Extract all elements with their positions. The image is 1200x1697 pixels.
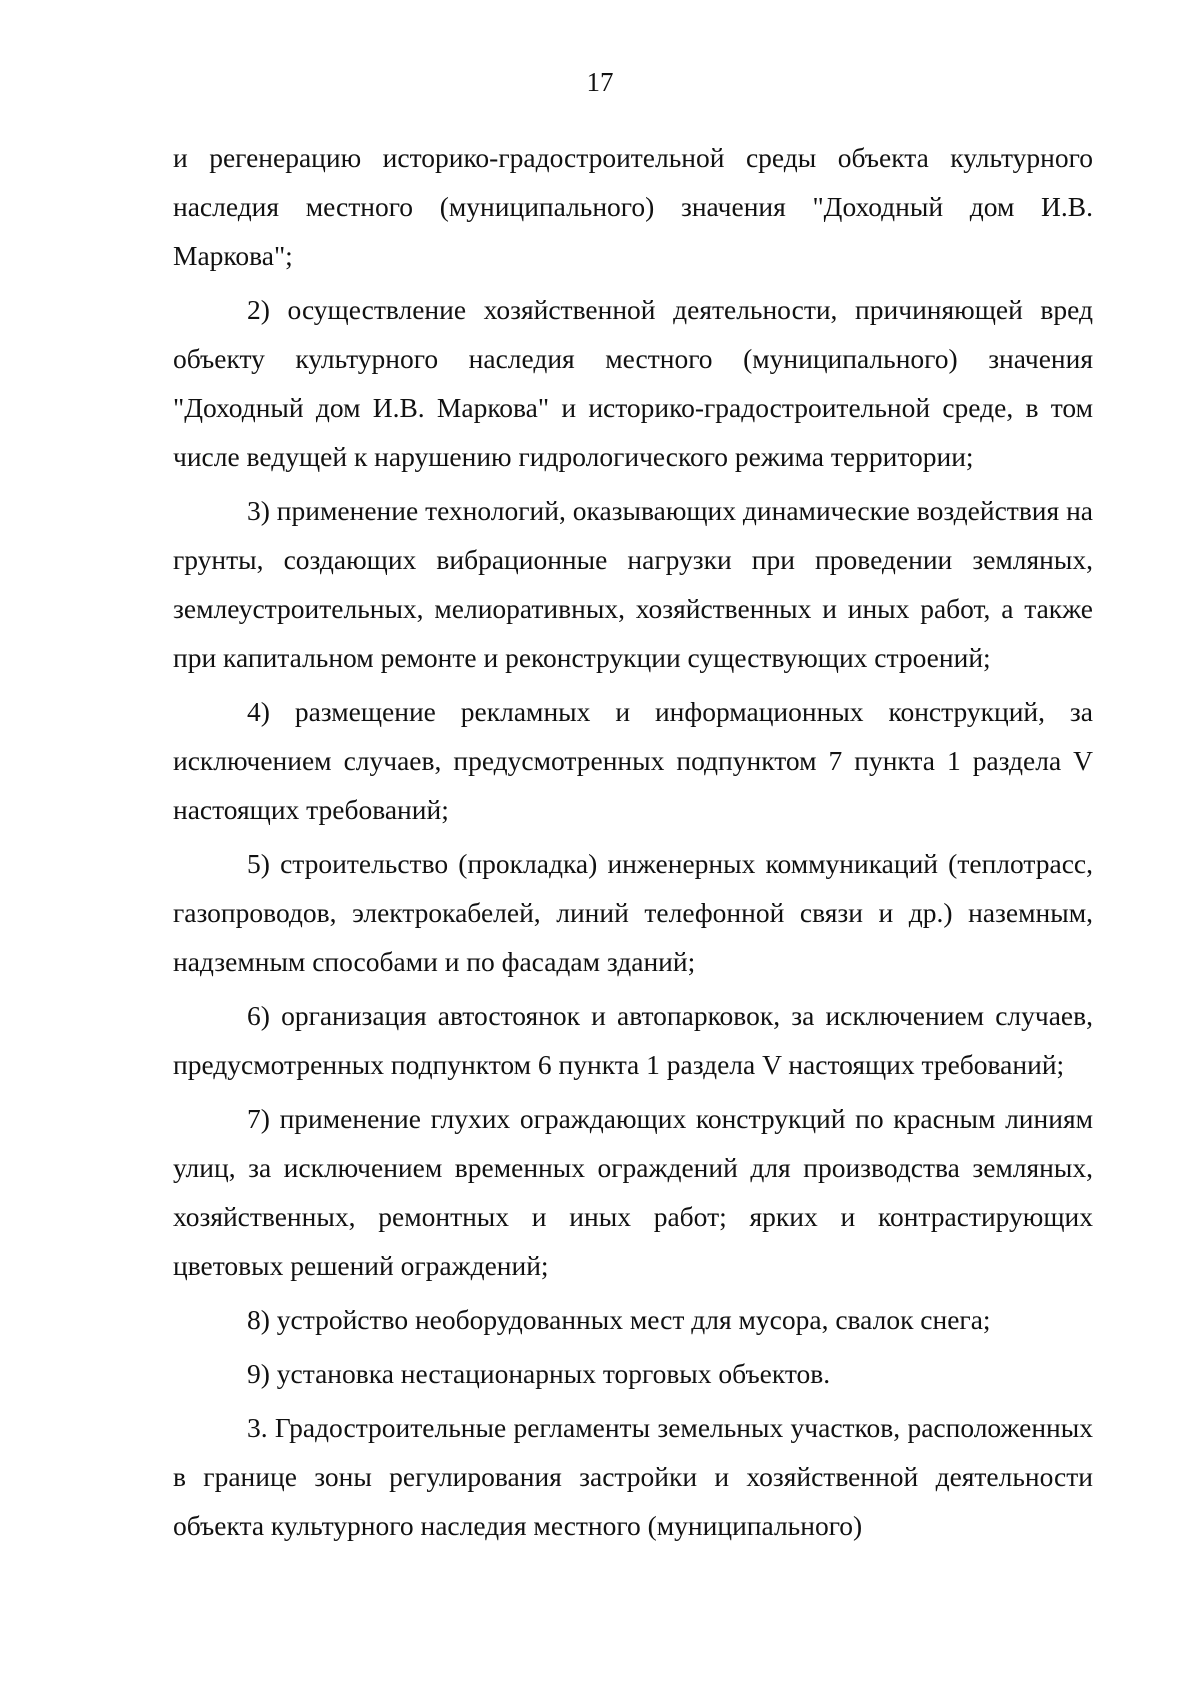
- paragraph-section-3: 3. Градостроительные регламенты земельных участков, расположенных в границе зоны регулирования застройки и хозяйственной деятельности объекта культурного наследия местного (муниципального): [173, 1412, 1093, 1541]
- paragraph-item-3: 3) применение технологий, оказывающих динамические воздействия на грунты, создающих вибрационные нагрузки при проведении земляных, землеустроительных, мелиоративных, хозяйственных и иных работ, а также при капитальном ремонте и реконструкции существующих строений;: [173, 495, 1093, 673]
- paragraph-item-9: 9) установка нестационарных торговых объектов.: [247, 1358, 831, 1389]
- paragraph-item-8: 8) устройство необорудованных мест для мусора, свалок снега;: [247, 1304, 991, 1335]
- paragraph-continuation: и регенерацию историко-градостроительной среды объекта культурного наследия местного (муниципального) значения "Доходный дом И.В. Маркова";: [173, 142, 1093, 271]
- paragraph-item-4: 4) размещение рекламных и информационных конструкций, за исключением случаев, предусмотренных подпунктом 7 пункта 1 раздела V настоящих требований;: [173, 696, 1093, 825]
- paragraph-item-5: 5) строительство (прокладка) инженерных коммуникаций (теплотрасс, газопроводов, электрокабелей, линий телефонной связи и др.) наземным, надземным способами и по фасадам зданий;: [173, 848, 1093, 977]
- document-body: [173, 133, 1093, 1555]
- page-number: 17: [586, 67, 614, 97]
- paragraph-item-6: 6) организация автостоянок и автопарковок, за исключением случаев, предусмотренных подпунктом 6 пункта 1 раздела V настоящих требований;: [173, 1000, 1093, 1080]
- paragraph-item-2: 2) осуществление хозяйственной деятельности, причиняющей вред объекту культурного наследия местного (муниципального) значения "Доходный дом И.В. Маркова" и историко-градостроительной среде, в том числе ведущей к нарушению гидрологического режима территории;: [173, 294, 1093, 472]
- paragraph-item-7: 7) применение глухих ограждающих конструкций по красным линиям улиц, за исключением временных ограждений для производства земляных, хозяйственных, ремонтных и иных работ; ярких и контрастирующих цветовых решений ограждений;: [173, 1103, 1093, 1281]
